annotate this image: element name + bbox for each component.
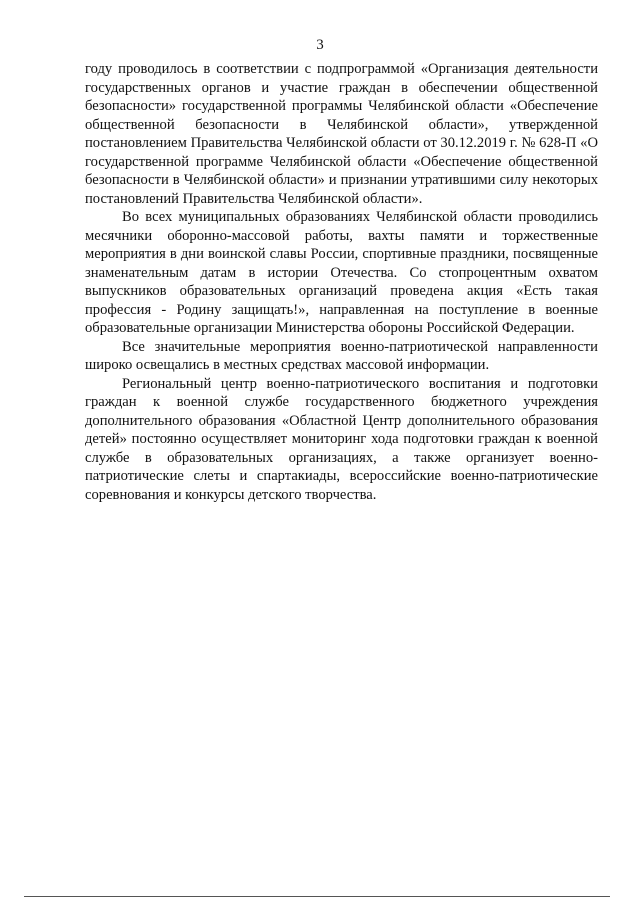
paragraph-media-coverage: Все значительные мероприятия военно-патриотической направленности широко освещались в местных средствах массовой информации. — [85, 338, 598, 373]
page-bottom-edge — [24, 896, 610, 897]
document-body — [85, 60, 598, 504]
paragraph-municipal-events: Во всех муниципальных образованиях Челябинской области проводились месячники оборонно-массовой работы, вахты памяти и торжественные мероприятия в дни воинской славы России, спортивные праздники, посвященные знаменательным датам в истории Отечества. Со стопроцентным охватом выпускников образовательных организаций проведена акция «Есть такая профессия - Родину защищать!», направленная на поступление в военные образовательные организации Министерства обороны Российской Федерации. — [85, 209, 598, 336]
page-number: 3 — [316, 37, 324, 53]
paragraph-continuation: году проводилось в соответствии с подпрограммой «Организация деятельности государственных органов и участие граждан в обеспечении общественной безопасности» государственной программы Челябинской области «Обеспечение общественной безопасности в Челябинской области», утвержденной постановлением Правительства Челябинской области от 30.12.2019 г. № 628-П «О государственной программе Челябинской области «Обеспечение общественной безопасности в Челябинской области» и признании утратившими силу некоторых постановлений Правительства Челябинской области». — [85, 61, 598, 207]
paragraph-regional-center: Региональный центр военно-патриотического воспитания и подготовки граждан к военной службе государственного бюджетного учреждения дополнительного образования «Областной Центр дополнительного образования детей» постоянно осуществляет мониторинг хода подготовки граждан к военной службе в образовательных организациях, а также организует военно-патриотические слеты и спартакиады, всероссийские военно-патриотические соревнования и конкурсы детского творчества. — [85, 375, 598, 503]
